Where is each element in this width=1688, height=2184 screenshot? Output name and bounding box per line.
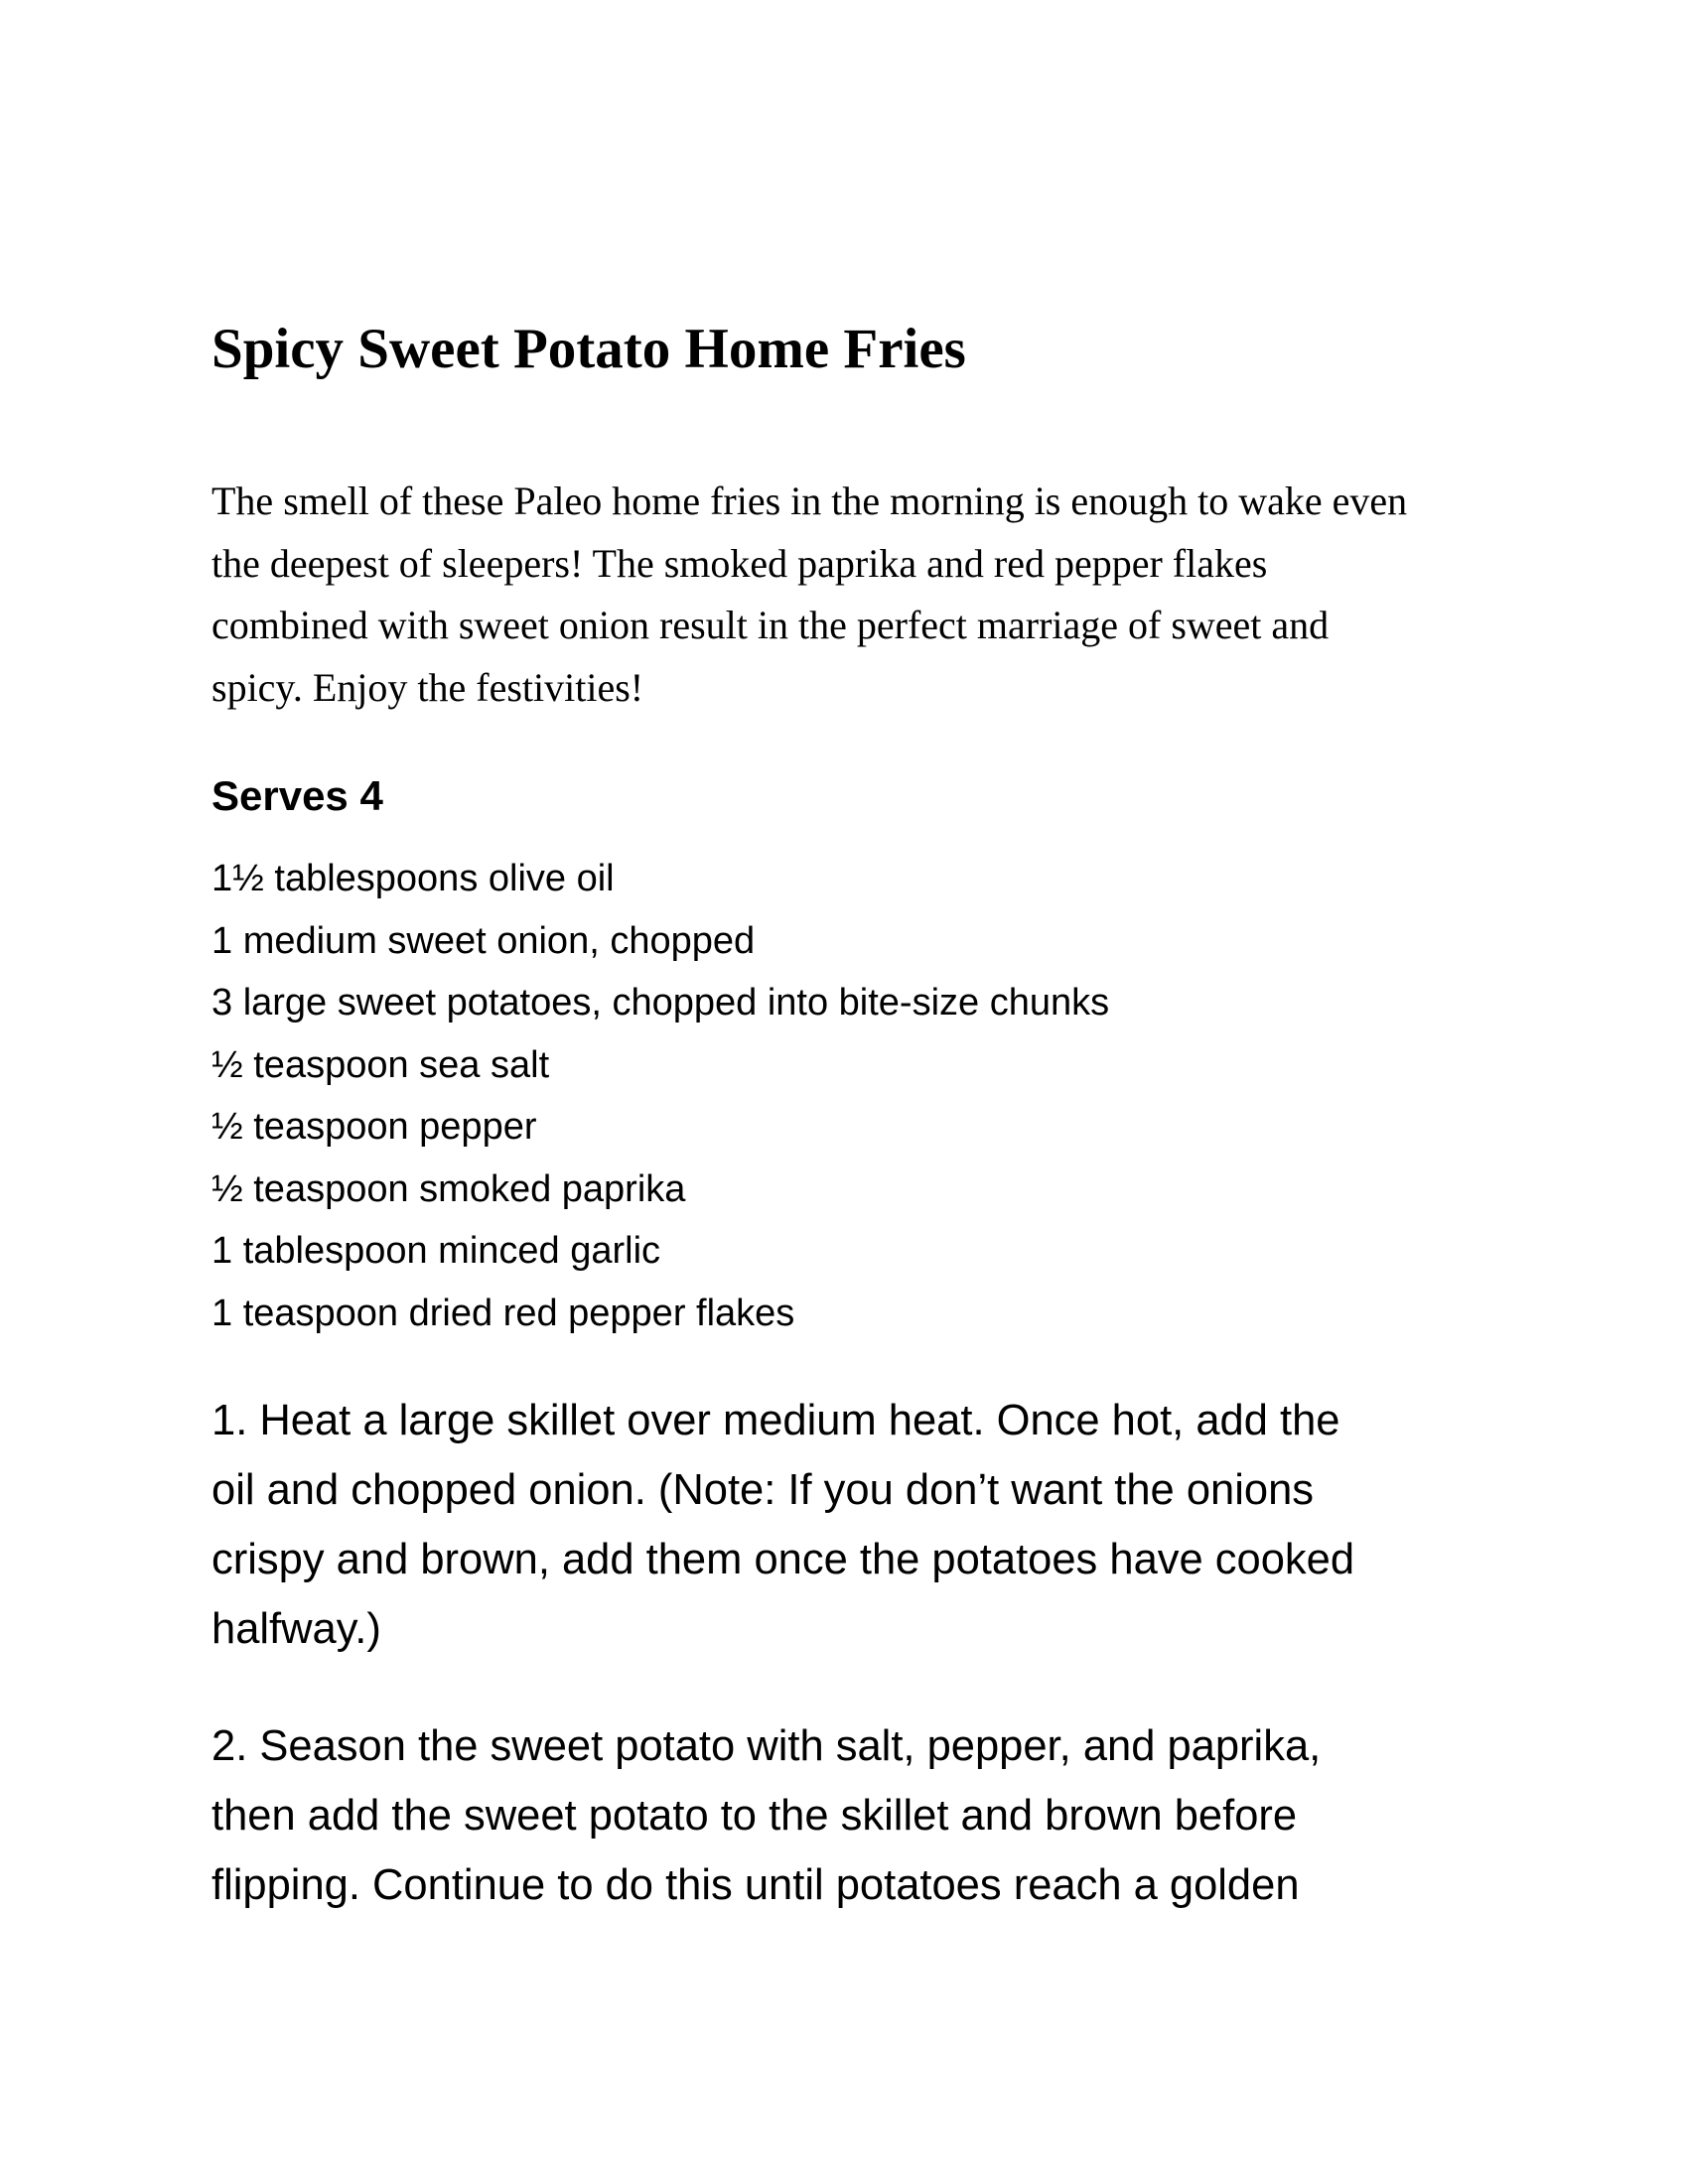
ingredient-item: ½ teaspoon smoked paprika — [211, 1167, 686, 1210]
intro-line: combined with sweet onion result in the perfect marriage of sweet and — [211, 603, 1330, 647]
ingredient-item: ½ teaspoon sea salt — [211, 1043, 550, 1086]
instruction-step-1 — [211, 1386, 1492, 1664]
step-line: oil and chopped onion. (Note: If you don’t want the onions — [211, 1466, 1315, 1514]
intro-line: spicy. Enjoy the festivities! — [211, 664, 644, 710]
instruction-step-2 — [211, 1711, 1492, 1920]
step-line: 1. Heat a large skillet over medium heat. Once hot, add the — [211, 1397, 1340, 1444]
ingredient-item: 3 large sweet potatoes, chopped into bite-size chunks — [211, 982, 1110, 1024]
step-line: 2. Season the sweet potato with salt, pepper, and paprika, — [211, 1722, 1322, 1770]
step-line: then add the sweet potato to the skillet and brown before — [211, 1792, 1298, 1840]
instruction-steps — [211, 1386, 1492, 1920]
ingredient-item: 1½ tablespoons olive oil — [211, 858, 615, 899]
step-line: halfway.) — [211, 1605, 381, 1653]
recipe-title: Spicy Sweet Potato Home Fries — [211, 318, 966, 380]
recipe-intro — [211, 471, 1492, 719]
step-line: flipping. Continue to do this until potatoes reach a golden — [211, 1861, 1300, 1909]
step-line: crispy and brown, add them once the potatoes have cooked — [211, 1536, 1355, 1583]
serves-heading: Serves 4 — [211, 772, 383, 819]
ingredient-item: ½ teaspoon pepper — [211, 1106, 537, 1148]
ingredient-item: 1 tablespoon minced garlic — [211, 1230, 661, 1272]
ingredient-item: 1 medium sweet onion, chopped — [211, 919, 756, 962]
intro-line: The smell of these Paleo home fries in the morning is enough to wake even — [211, 478, 1408, 523]
ingredient-list — [211, 848, 1109, 1344]
ingredient-item: 1 teaspoon dried red pepper flakes — [211, 1292, 795, 1334]
intro-line: the deepest of sleepers! The smoked paprika and red pepper flakes — [211, 540, 1268, 586]
